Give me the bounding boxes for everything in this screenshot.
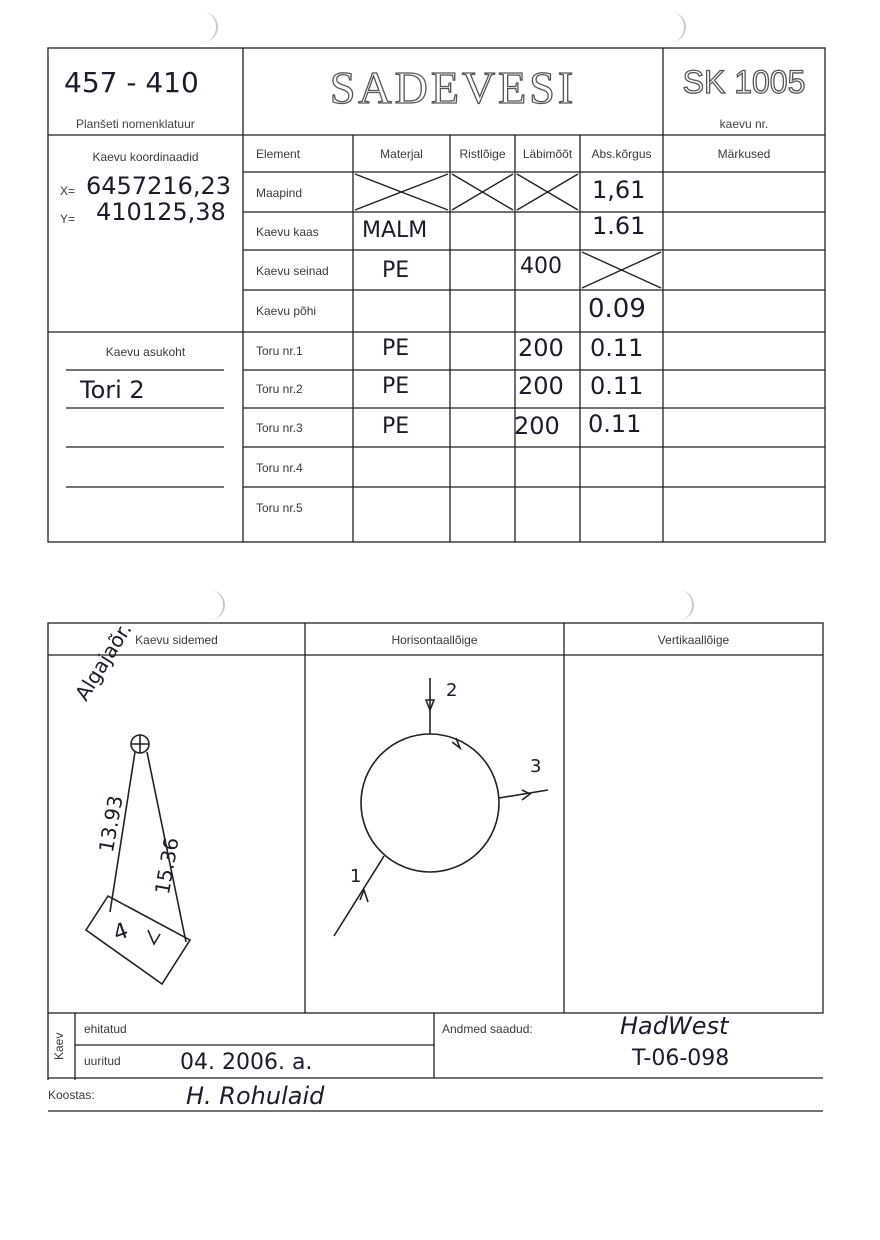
distance-label: 13.93	[94, 793, 128, 855]
surveyed-label: uuritud	[84, 1054, 121, 1068]
row-material: PE	[382, 336, 410, 361]
row-material: PE	[382, 258, 410, 283]
y-prefix: Y=	[60, 212, 76, 226]
links-header: Kaevu sidemed	[135, 633, 218, 647]
row-element: Toru nr.4	[256, 461, 303, 475]
row-diameter: 400	[520, 254, 562, 279]
row-element: Kaevu põhi	[256, 304, 317, 318]
well-number: SK 1005	[682, 64, 806, 100]
surveyed-value: 04. 2006. a.	[180, 1050, 313, 1075]
pipe-label: 1	[350, 866, 362, 887]
row-abs: 0.11	[588, 410, 642, 438]
row-material: PE	[382, 414, 410, 439]
coords-label: Kaevu koordinaadid	[92, 150, 199, 164]
sketch-reference-label: Algajaõr.	[70, 618, 137, 705]
compiled-by-label: Koostas:	[48, 1088, 95, 1102]
horizontal-section-header: Horisontaallõige	[391, 633, 478, 647]
row-abs: 0.09	[588, 294, 646, 324]
x-value: 6457216,23	[86, 172, 232, 200]
pipe-label: 2	[446, 680, 458, 701]
nomenclature-label: Planšeti nomenklatuur	[76, 117, 195, 131]
row-abs: 0.11	[590, 372, 644, 400]
nomenclature-value: 457 - 410	[64, 66, 199, 99]
distance-label: 15.36	[150, 835, 184, 897]
row-abs: 1.61	[592, 212, 646, 240]
building-number: 4	[110, 918, 132, 947]
col-abs-height: Abs.kõrgus	[591, 147, 652, 161]
row-material: PE	[382, 374, 410, 399]
data-source-label: Andmed saadud:	[442, 1022, 533, 1036]
row-material: MALM	[362, 218, 428, 243]
row-element: Toru nr.1	[256, 344, 303, 358]
horizontal-section-sketch	[334, 678, 548, 936]
row-abs: 0.11	[590, 334, 644, 362]
col-element: Element	[256, 147, 301, 161]
col-notes: Märkused	[717, 147, 771, 161]
row-diameter: 200	[518, 334, 564, 362]
col-material: Materjal	[380, 147, 423, 161]
data-source-value: HadWest	[620, 1012, 729, 1040]
row-element: Kaevu kaas	[256, 225, 319, 239]
x-prefix: X=	[60, 184, 76, 198]
vertical-section-header: Vertikaallõige	[657, 633, 730, 647]
pipe-label: 3	[530, 756, 542, 777]
col-diameter: Läbimõõt	[522, 147, 573, 161]
compiled-by-value: H. Rohulaid	[186, 1082, 325, 1110]
row-element: Toru nr.5	[256, 501, 303, 515]
location-label: Kaevu asukoht	[105, 345, 186, 359]
well-number-label: kaevu nr.	[719, 117, 769, 131]
col-cross-section: Ristlõige	[459, 147, 506, 161]
row-element: Toru nr.2	[256, 382, 303, 396]
location-value: Tori 2	[80, 376, 145, 404]
row-element: Kaevu seinad	[256, 264, 329, 278]
row-diameter: 200	[514, 412, 560, 440]
page-title: SADEVESI	[329, 62, 577, 113]
row-element: Toru nr.3	[256, 421, 303, 435]
row-element: Maapind	[256, 186, 303, 200]
row-diameter: 200	[518, 372, 564, 400]
data-source-code: T-06-098	[632, 1046, 730, 1071]
y-value: 410125,38	[96, 198, 226, 226]
built-label: ehitatud	[84, 1022, 127, 1036]
row-abs: 1,61	[592, 176, 646, 204]
kaev-label: Kaev	[52, 1032, 66, 1060]
